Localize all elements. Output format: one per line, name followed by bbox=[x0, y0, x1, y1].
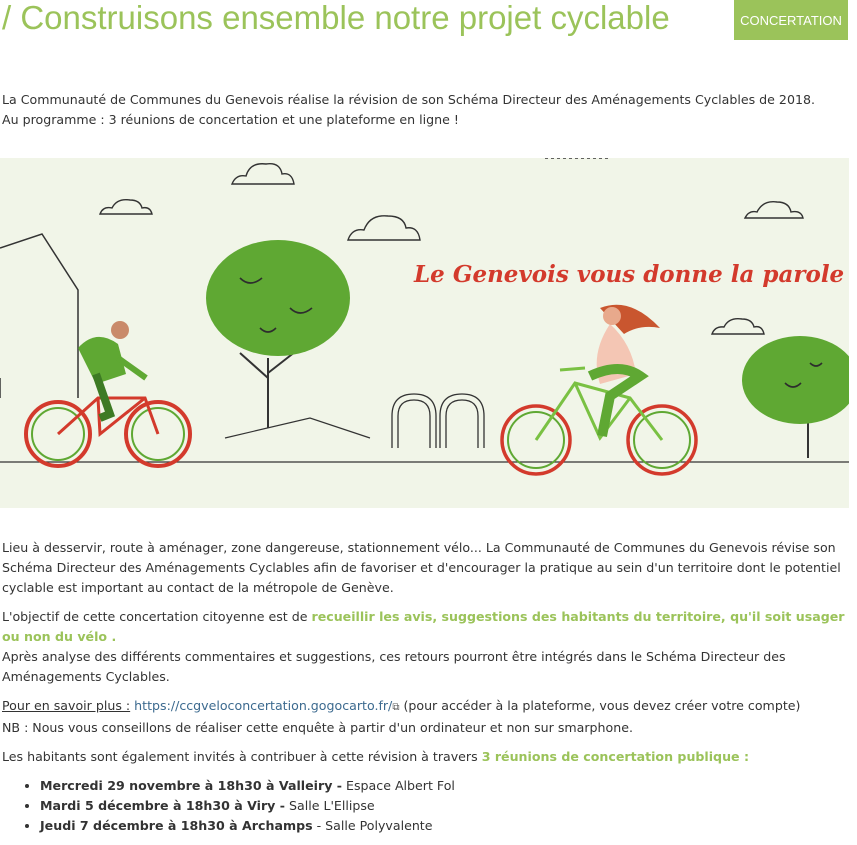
banner-illustration bbox=[0, 158, 849, 508]
objective-highlight: recueillir les avis, suggestions des habitants du territoire, qu'il soit usager ou non du vélo . bbox=[2, 609, 845, 644]
meetings-intro-highlight: 3 réunions de concertation publique : bbox=[481, 749, 750, 764]
meeting-where: - Salle Polyvalente bbox=[312, 818, 433, 833]
meeting-where: Salle L'Ellipse bbox=[284, 798, 375, 813]
account-note: (pour accéder à la plateforme, vous devez créer votre compte) bbox=[399, 698, 801, 713]
paragraph-objective bbox=[2, 607, 852, 687]
article-body bbox=[2, 538, 852, 836]
meetings-list bbox=[2, 776, 852, 836]
nb-note: NB : Nous vous conseillons de réaliser cette enquête à partir d'un ordinateur et non sur smarphone. bbox=[2, 720, 633, 735]
intro-line-1: La Communauté de Communes du Genevois réalise la révision de son Schéma Directeur des Aménagements Cyclables de 2018. bbox=[2, 92, 815, 107]
platform-link[interactable]: https://ccgveloconcertation.gogocarto.fr/ bbox=[134, 698, 393, 713]
paragraph-more-info bbox=[2, 696, 852, 738]
analysis-text: Après analyse des différents commentaires et suggestions, ces retours pourront être intégrés dans le Schéma Directeur des Aménagements Cyclables. bbox=[2, 649, 786, 684]
list-item bbox=[40, 776, 852, 796]
banner-slogan: Le Genevois vous donne la parole bbox=[414, 261, 845, 288]
list-item bbox=[40, 796, 852, 816]
intro-text bbox=[2, 90, 852, 130]
more-info-label: Pour en savoir plus : bbox=[2, 698, 131, 713]
external-link-icon[interactable]: ⧉ bbox=[392, 702, 400, 713]
meetings-intro-text: Les habitants sont également invités à contribuer à cette révision à travers bbox=[2, 749, 482, 764]
paragraph-meetings-intro bbox=[2, 747, 852, 767]
objective-text: L'objectif de cette concertation citoyenne est de bbox=[2, 609, 312, 624]
category-badge[interactable]: CONCERTATION bbox=[734, 0, 848, 40]
paragraph-context: Lieu à desservir, route à aménager, zone dangereuse, stationnement vélo... La Communauté de Communes du Genevois révise son Schéma Directeur des Aménagements Cyclables afin de favoriser et d'encourager la pratique au sein d'un territoire dont le potentiel cyclable est important au contact de la métropole de Genève. bbox=[2, 540, 841, 595]
list-item bbox=[40, 816, 852, 836]
meeting-when: Mardi 5 décembre à 18h30 à Viry - bbox=[40, 798, 285, 813]
meeting-where: Espace Albert Fol bbox=[342, 778, 455, 793]
meeting-when: Jeudi 7 décembre à 18h30 à Archamps bbox=[40, 818, 313, 833]
page-title: / Construisons ensemble notre projet cyclable bbox=[2, 0, 670, 36]
meeting-when: Mercredi 29 novembre à 18h30 à Valleiry - bbox=[40, 778, 343, 793]
intro-line-2: Au programme : 3 réunions de concertation et une plateforme en ligne ! bbox=[2, 112, 459, 127]
